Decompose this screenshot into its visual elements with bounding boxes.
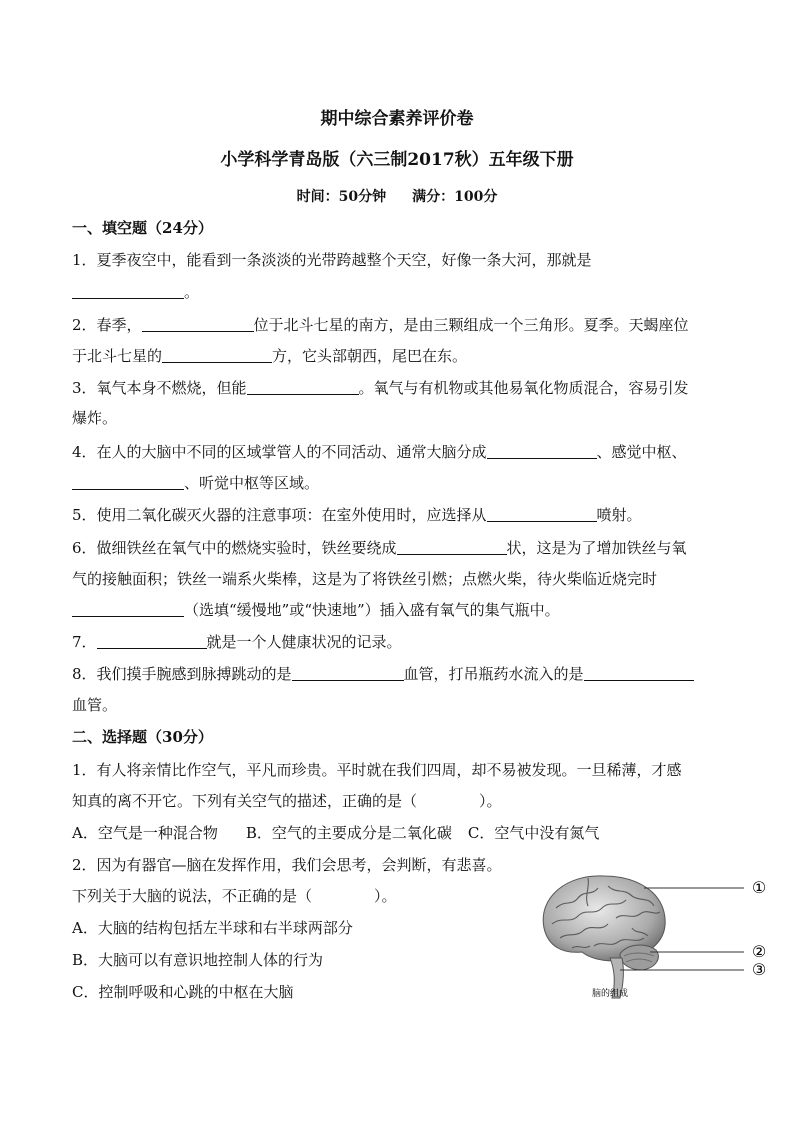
section-heading-choice: 二、选择题（30分） [72, 728, 213, 746]
question-1-4-line1: 4．在人的大脑中不同的区域掌管人的不同活动、通常大脑分成 、感觉中枢、 [72, 443, 687, 461]
question-1-5: 5．使用二氧化碳灭火器的注意事项：在室外使用时，应选择从 喷射。 [72, 506, 642, 524]
option-a[interactable]: A．空气是一种混合物 [72, 824, 218, 842]
question-1-6-line2: 气的接触面积；铁丝一端系火柴棒，这是为了将铁丝引燃；点燃火柴，待火柴临近烧完时 [72, 570, 658, 588]
question-1-6-line1: 6．做细铁丝在氧气中的燃烧实验时，铁丝要绕成 状，这是为了增加铁丝与氧 [72, 539, 687, 557]
label-2: ② [751, 942, 767, 961]
question-1-8-line2: 血管。 [72, 696, 118, 714]
question-2-1-line2: 知真的离不开它。下列有关空气的描述，正确的是（ ）。 [72, 792, 502, 810]
section-heading-fill-blank: 一、填空题（24分） [72, 219, 213, 237]
answer-blank[interactable] [72, 283, 184, 299]
question-1-4-line2: 、听觉中枢等区域。 [72, 473, 319, 493]
answer-blank[interactable] [584, 665, 694, 681]
page-title: 期中综合素养评价卷 [320, 109, 474, 129]
question-1-3-line2: 爆炸。 [72, 409, 118, 427]
question-1-2-line2: 于北斗七星的 方，它头部朝西，尾巴在东。 [72, 347, 468, 365]
question-1-2-line1: 2．春季， 位于北斗七星的南方，是由三颗组成一个三角形。夏季。天蝎座位 [72, 316, 689, 334]
answer-blank[interactable] [72, 601, 184, 617]
question-1-7: 7． 就是一个人健康状况的记录。 [72, 633, 402, 651]
answer-blank[interactable] [487, 506, 597, 522]
option-c[interactable]: C．空气中没有氮气 [467, 824, 600, 842]
question-1-3-line1: 3．氧气本身不燃烧，但能 。氧气与有机物或其他易氧化物质混合，容易引发 [72, 379, 689, 397]
question-2-2-line2: 下列关于大脑的说法，不正确的是（ ）。 [72, 887, 397, 905]
answer-blank[interactable] [97, 633, 207, 649]
question-1-1-line2: 。 [72, 282, 199, 302]
time-label: 时间：50分钟 [296, 189, 387, 205]
answer-blank[interactable] [247, 379, 359, 395]
brain-figure [532, 866, 772, 1004]
question-2-1-line1: 1．有人将亲情比作空气，平凡而珍贵。平时就在我们四周，却不易被发现。一旦稀薄，才感 [72, 761, 682, 779]
question-2-2-option-b[interactable]: B．大脑可以有意识地控制人体的行为 [72, 951, 324, 969]
exam-page [72, 0, 767, 1123]
answer-blank[interactable] [487, 443, 597, 459]
question-1-8-line1: 8．我们摸手腕感到脉搏跳动的是 血管，打吊瓶药水流入的是 [72, 664, 694, 684]
score-label: 满分：100分 [412, 189, 498, 205]
label-3: ③ [751, 960, 767, 979]
question-1-6-line3: （选填“缓慢地”或“快速地”）插入盛有氧气的集气瓶中。 [72, 600, 560, 620]
question-2-1-options [72, 823, 599, 843]
answer-blank[interactable] [72, 474, 184, 490]
page-subtitle: 小学科学青岛版（六三制2017秋）五年级下册 [220, 150, 574, 170]
figure-caption: 脑的组成 [592, 989, 629, 999]
label-1: ① [751, 878, 767, 897]
question-1-1-line1: 1．夏季夜空中，能看到一条淡淡的光带跨越整个天空，好像一条大河，那就是 [72, 251, 592, 269]
exam-info [72, 186, 722, 206]
answer-blank[interactable] [162, 347, 272, 363]
brain-illustration [532, 866, 772, 1004]
answer-blank[interactable] [292, 665, 404, 681]
answer-blank[interactable] [397, 539, 507, 555]
option-b[interactable]: B．空气的主要成分是二氧化碳 [245, 824, 452, 842]
question-2-2-option-c[interactable]: C．控制呼吸和心跳的中枢在大脑 [72, 983, 294, 1001]
answer-blank[interactable] [142, 316, 254, 332]
question-2-2-line1: 2．因为有器官—脑在发挥作用，我们会思考，会判断，有悲喜。 [72, 856, 502, 874]
question-2-2-option-a[interactable]: A．大脑的结构包括左半球和右半球两部分 [72, 919, 353, 937]
